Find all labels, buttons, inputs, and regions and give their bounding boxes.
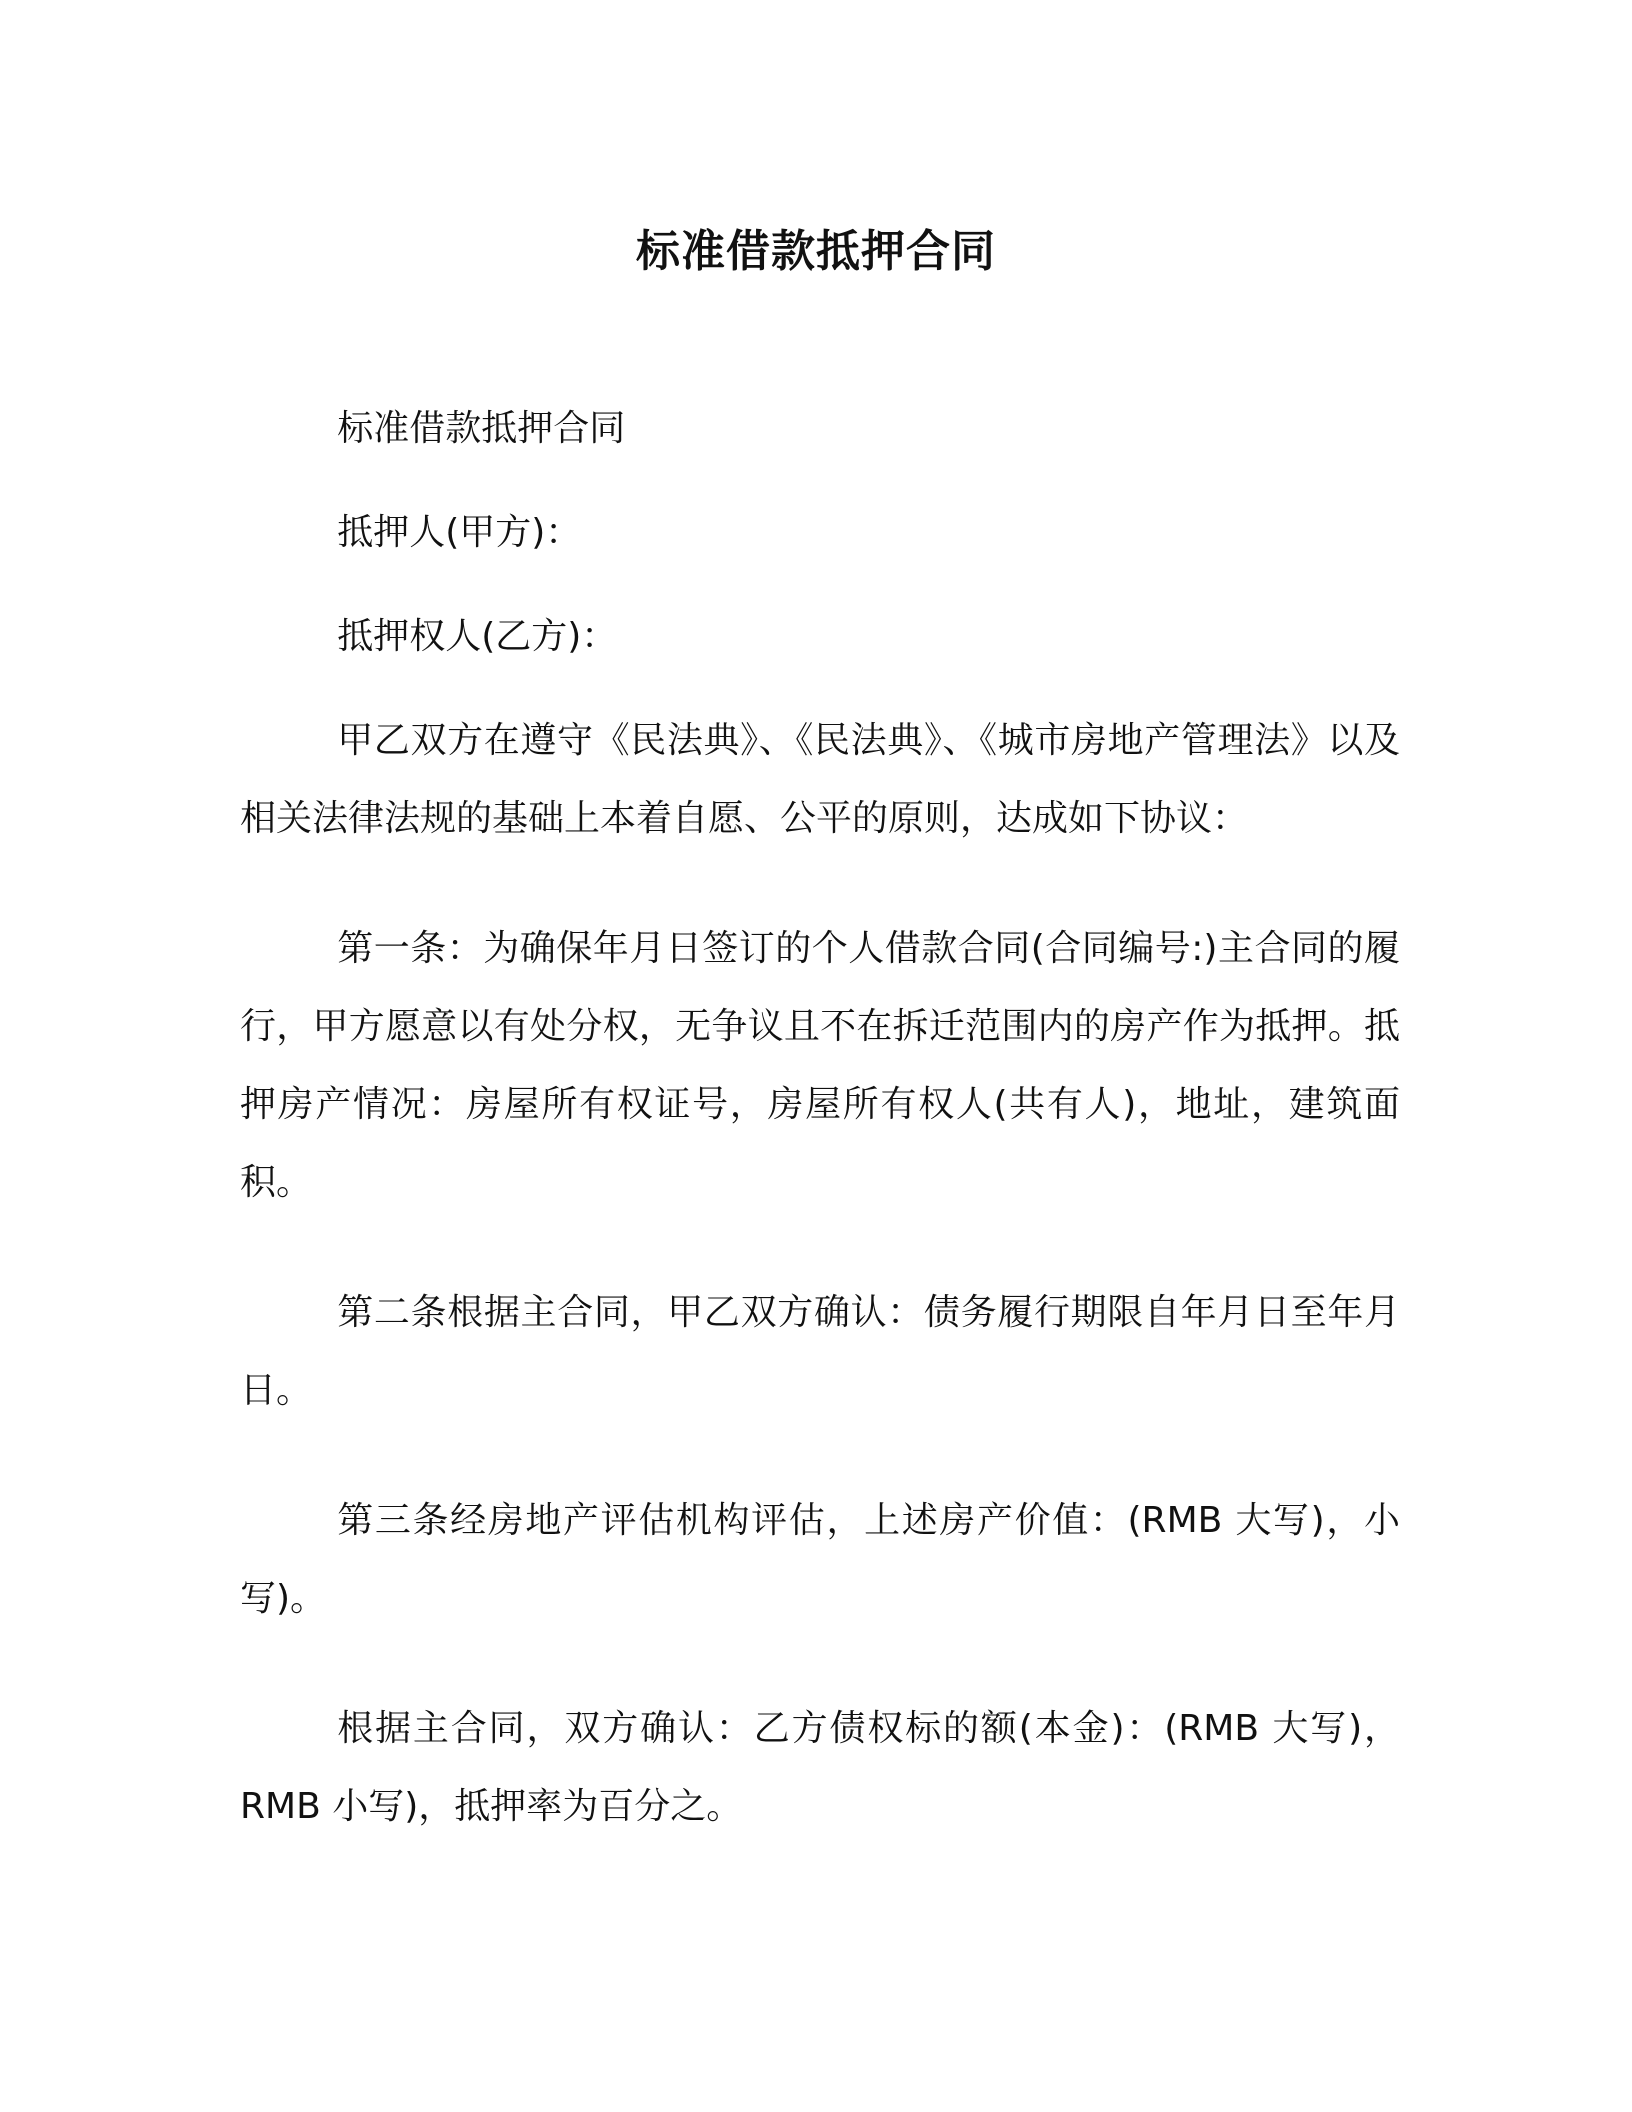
paragraph-preamble: 甲乙双方在遵守《民法典》、《民法典》、《城市房地产管理法》以及相关法律法规的基础上本着自愿、公平的原则，达成如下协议： (240, 720, 1400, 839)
paragraph-article-1: 第一条：为确保年月日签订的个人借款合同(合同编号:)主合同的履行，甲方愿意以有处分权，无争议且不在拆迁范围内的房产作为抵押。抵押房产情况：房屋所有权证号，房屋所有权人(共有人)，地址，建筑面积。 (240, 928, 1400, 1203)
paragraph-claim-amount: 根据主合同，双方确认：乙方债权标的额(本金)：(RMB 大写)，RMB 小写)，抵押率为百分之。 (240, 1708, 1400, 1827)
paragraph-article-2: 第二条根据主合同，甲乙双方确认：债务履行期限自年月日至年月日。 (240, 1292, 1400, 1411)
paragraph-mortgagee: 抵押权人(乙方)： (337, 616, 618, 657)
document-title: 标准借款抵押合同 (636, 226, 996, 277)
paragraph-mortgagor: 抵押人(甲方)： (337, 512, 582, 553)
paragraph-article-3: 第三条经房地产评估机构评估，上述房产价值：(RMB 大写)，小写)。 (240, 1500, 1400, 1619)
paragraph-subtitle: 标准借款抵押合同 (337, 408, 626, 449)
document-body (240, 390, 1400, 1898)
